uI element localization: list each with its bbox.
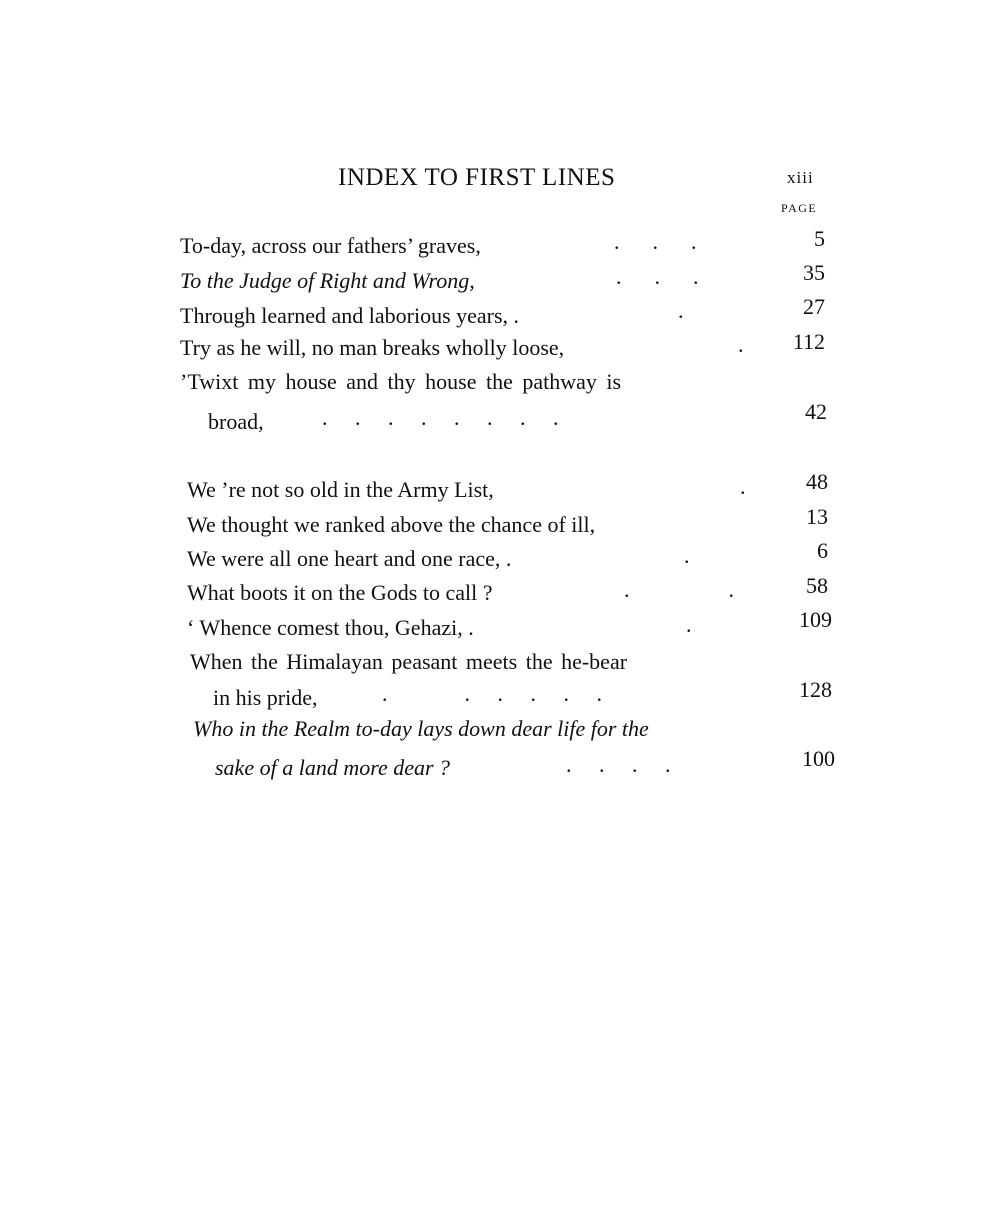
index-entry-text: What boots it on the Gods to call ? <box>187 580 493 605</box>
index-entry-page: 109 <box>799 607 832 632</box>
leader-dots: . . . . . . . . <box>322 405 559 430</box>
index-entry-page: 35 <box>803 260 825 285</box>
index-entry-text: We thought we ranked above the chance of ill, <box>187 512 596 537</box>
index-entry-continuation: in his pride, <box>213 685 318 710</box>
leader-dots: . <box>684 543 690 568</box>
index-entry-text: We ’re not so old in the Army List, <box>187 477 494 502</box>
index-entry-page: 112 <box>792 329 825 354</box>
index-entry-page: 5 <box>814 226 825 251</box>
leader-dots: . . <box>624 577 734 602</box>
index-entry-text: To-day, across our fathers’ graves, <box>180 233 481 258</box>
leader-dots: . <box>740 474 746 499</box>
leader-dots: . . . . <box>566 752 671 777</box>
index-entry-text: We were all one heart and one race, . <box>187 546 512 571</box>
page-folio: xiii <box>787 168 814 187</box>
index-entry-page: 13 <box>806 504 828 529</box>
index-entry-continuation: sake of a land more dear ? <box>215 755 451 780</box>
index-entry-text: To the Judge of Right and Wrong, <box>180 268 475 293</box>
index-entry-page: 6 <box>817 538 828 563</box>
index-entry-text: Who in the Realm to-day lays down dear life for the <box>193 716 649 741</box>
page-title: INDEX TO FIRST LINES <box>338 164 616 191</box>
index-entry-page: 128 <box>799 677 832 702</box>
index-entry-text: Through learned and laborious years, . <box>180 303 520 328</box>
index-entry-page: 42 <box>805 399 827 424</box>
index-entry-continuation: broad, <box>208 409 264 434</box>
index-entry-page: 100 <box>802 746 835 771</box>
page-column-label: PAGE <box>781 201 818 215</box>
leader-dots: . . . <box>614 229 697 254</box>
index-entry-page: 58 <box>806 573 828 598</box>
leader-dots: . <box>686 612 692 637</box>
index-entry-text: ‘ Whence comest thou, Gehazi, . <box>187 615 474 640</box>
leader-dots: . <box>678 298 684 323</box>
index-entry-page: 27 <box>803 294 825 319</box>
index-entry-text: When the Himalayan peasant meets the he-bear <box>190 649 628 674</box>
leader-dots: . . . <box>616 264 699 289</box>
index-entry-text: ’Twixt my house and thy house the pathway is <box>180 369 622 394</box>
leader-dots: . . . . . . <box>382 681 602 706</box>
leader-dots: . <box>738 332 744 357</box>
index-entry-page: 48 <box>806 469 828 494</box>
index-entry-text: Try as he will, no man breaks wholly loose, <box>180 335 565 360</box>
